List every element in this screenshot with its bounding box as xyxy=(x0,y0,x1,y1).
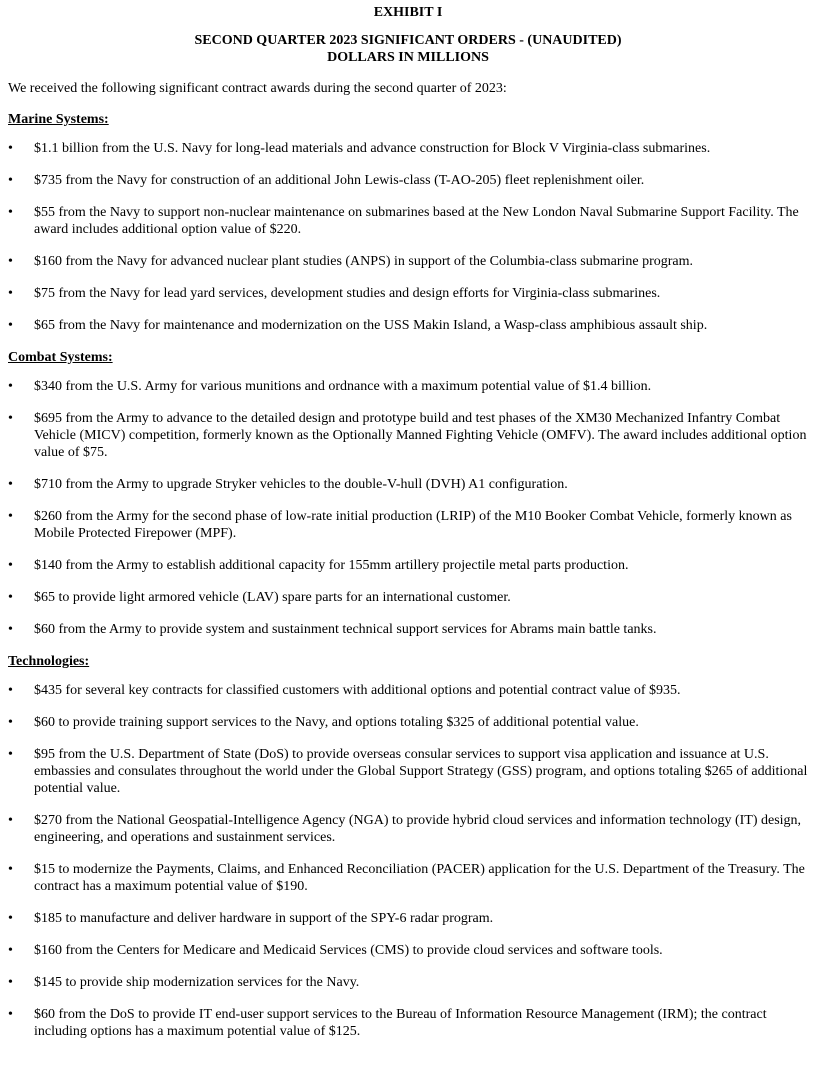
section-heading: Combat Systems: xyxy=(8,350,113,365)
list-item-text: $75 from the Navy for lead yard services, development studies and design efforts for Virginia-class submarines. xyxy=(34,286,661,301)
list-item-text: $735 from the Navy for construction of an additional John Lewis-class (T-AO-205) fleet replenishment oiler. xyxy=(34,173,645,188)
list-item-text: $15 to modernize the Payments, Claims, and Enhanced Reconciliation (PACER) application for the U.S. Department of the Treasury. The contract has a maximum potential value of $190. xyxy=(34,862,805,894)
document-title-line-1: SECOND QUARTER 2023 SIGNIFICANT ORDERS - (UNAUDITED) xyxy=(194,33,622,48)
exhibit-label: EXHIBIT I xyxy=(373,5,443,20)
list-item xyxy=(8,476,808,493)
list-item-text: $160 from the Navy for advanced nuclear plant studies (ANPS) in support of the Columbia-class submarine program. xyxy=(34,254,694,269)
bullet-icon: • xyxy=(8,509,13,524)
bullet-icon: • xyxy=(8,813,13,828)
bullet-icon: • xyxy=(8,911,13,926)
list-item-text: $95 from the U.S. Department of State (DoS) to provide overseas consular services to support visa application and issuance at U.S. embassies and consulates throughout the world under the Global Support Strategy (GSS) program, and options totaling $265 of additional potential value. xyxy=(34,747,808,796)
award-list xyxy=(8,682,808,1040)
list-item-text: $695 from the Army to advance to the detailed design and prototype build and test phases of the XM30 Mechanized Infantry Combat Vehicle (MICV) competition, formerly known as the Optionally Manned Fighting Vehicle (OMFV). The award includes additional option value of $75. xyxy=(34,411,807,460)
list-item xyxy=(8,557,808,574)
list-item-text: $60 from the DoS to provide IT end-user support services to the Bureau of Information Resource Management (IRM); the contract including options has a maximum potential value of $125. xyxy=(34,1007,767,1039)
bullet-icon: • xyxy=(8,254,13,269)
list-item-text: $435 for several key contracts for classified customers with additional options and potential contract value of $935. xyxy=(34,683,681,698)
list-item-text: $65 from the Navy for maintenance and modernization on the USS Makin Island, a Wasp-class amphibious assault ship. xyxy=(34,318,708,333)
list-item xyxy=(8,746,808,797)
list-item-text: $145 to provide ship modernization services for the Navy. xyxy=(34,975,360,990)
list-item-text: $1.1 billion from the U.S. Navy for long-lead materials and advance construction for Block V Virginia-class submarines. xyxy=(34,141,711,156)
list-item xyxy=(8,508,808,542)
section-combat-systems xyxy=(8,349,808,638)
bullet-icon: • xyxy=(8,747,13,762)
bullet-icon: • xyxy=(8,173,13,188)
list-item-text: $60 from the Army to provide system and sustainment technical support services for Abrams main battle tanks. xyxy=(34,622,657,637)
list-item-text: $710 from the Army to upgrade Stryker vehicles to the double-V-hull (DVH) A1 configuration. xyxy=(34,477,568,492)
bullet-icon: • xyxy=(8,943,13,958)
list-item-text: $340 from the U.S. Army for various munitions and ordnance with a maximum potential value of $1.4 billion. xyxy=(34,379,652,394)
bullet-icon: • xyxy=(8,318,13,333)
list-item xyxy=(8,974,808,991)
list-item-text: $65 to provide light armored vehicle (LAV) spare parts for an international customer. xyxy=(34,590,511,605)
list-item xyxy=(8,861,808,895)
bullet-icon: • xyxy=(8,590,13,605)
list-item xyxy=(8,285,808,302)
list-item xyxy=(8,140,808,157)
list-item xyxy=(8,942,808,959)
list-item xyxy=(8,204,808,238)
document-title-line-2: DOLLARS IN MILLIONS xyxy=(327,50,489,65)
list-item xyxy=(8,714,808,731)
award-list xyxy=(8,378,808,638)
section-technologies xyxy=(8,653,808,1040)
list-item xyxy=(8,812,808,846)
bullet-icon: • xyxy=(8,379,13,394)
bullet-icon: • xyxy=(8,286,13,301)
bullet-icon: • xyxy=(8,683,13,698)
list-item-text: $260 from the Army for the second phase of low-rate initial production (LRIP) of the M10 Booker Combat Vehicle, formerly known as Mobile Protected Firepower (MPF). xyxy=(34,509,792,541)
bullet-icon: • xyxy=(8,715,13,730)
list-item-text: $160 from the Centers for Medicare and Medicaid Services (CMS) to provide cloud services and software tools. xyxy=(34,943,663,958)
bullet-icon: • xyxy=(8,1007,13,1022)
section-heading: Technologies: xyxy=(8,654,90,669)
list-item xyxy=(8,682,808,699)
section-heading: Marine Systems: xyxy=(8,112,109,127)
list-item xyxy=(8,378,808,395)
bullet-icon: • xyxy=(8,477,13,492)
list-item-text: $185 to manufacture and deliver hardware in support of the SPY-6 radar program. xyxy=(34,911,494,926)
bullet-icon: • xyxy=(8,141,13,156)
list-item xyxy=(8,253,808,270)
list-item xyxy=(8,1006,808,1040)
list-item-text: $140 from the Army to establish additional capacity for 155mm artillery projectile metal parts production. xyxy=(34,558,629,573)
section-marine-systems xyxy=(8,111,808,334)
bullet-icon: • xyxy=(8,862,13,877)
list-item-text: $55 from the Navy to support non-nuclear maintenance on submarines based at the New London Naval Submarine Support Facility. The award includes additional option value of $220. xyxy=(34,205,799,237)
list-item-text: $60 to provide training support services to the Navy, and options totaling $325 of additional potential value. xyxy=(34,715,639,730)
bullet-icon: • xyxy=(8,558,13,573)
sections-container xyxy=(8,111,808,1040)
intro-paragraph: We received the following significant contract awards during the second quarter of 2023: xyxy=(8,81,507,96)
list-item xyxy=(8,910,808,927)
list-item-text: $270 from the National Geospatial-Intelligence Agency (NGA) to provide hybrid cloud services and information technology (IT) design, engineering, and operations and sustainment services. xyxy=(34,813,802,845)
bullet-icon: • xyxy=(8,975,13,990)
list-item xyxy=(8,621,808,638)
award-list xyxy=(8,140,808,334)
bullet-icon: • xyxy=(8,622,13,637)
list-item xyxy=(8,589,808,606)
list-item xyxy=(8,410,808,461)
list-item xyxy=(8,172,808,189)
bullet-icon: • xyxy=(8,411,13,426)
bullet-icon: • xyxy=(8,205,13,220)
list-item xyxy=(8,317,808,334)
